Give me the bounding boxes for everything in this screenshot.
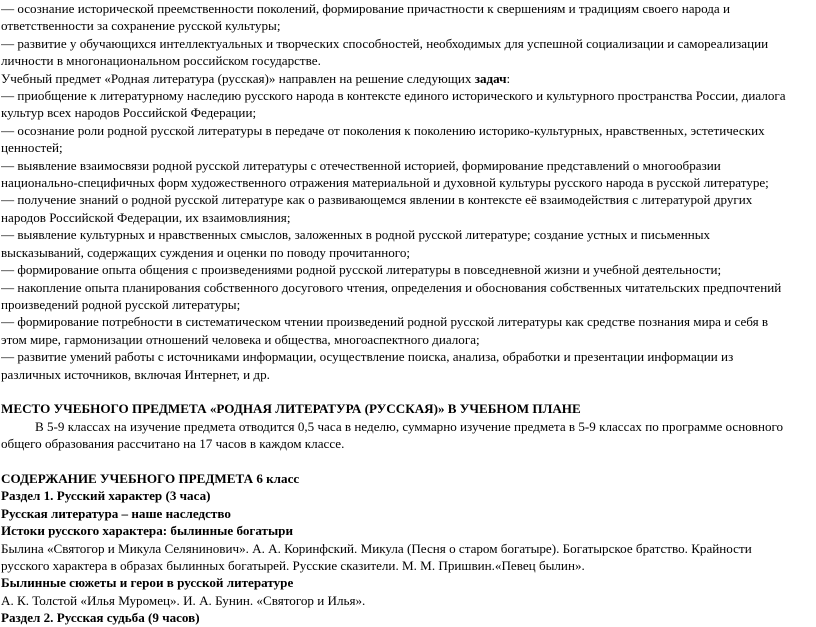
task-line: — осознание роли родной русской литературы в передаче от поколения к поколению историко-культурных, нравственных, эстетических bbox=[1, 122, 765, 138]
task-line: различных источников, включая Интернет, и др. bbox=[1, 366, 270, 382]
list-item-line: личности в многонациональном российском государстве. bbox=[1, 53, 321, 69]
tasks-intro-bold: задач bbox=[474, 70, 507, 86]
task-line: высказываний, содержащих суждения и оценки по поводу прочитанного; bbox=[1, 244, 410, 260]
task-line: произведений родной русской литературы; bbox=[1, 296, 241, 312]
section-heading: Раздел 2. Русская судьба (9 часов) bbox=[1, 610, 200, 626]
subsection-heading: Русская литература – наше наследство bbox=[1, 505, 231, 521]
place-paragraph-line: В 5-9 классах на изучение предмета отводится 0,5 часа в неделю, суммарно изучение предмета в 5-9 классах по программе основного bbox=[35, 418, 784, 434]
task-line: — приобщение к литературному наследию русского народа в контексте единого исторического и культурного пространства России, диалога bbox=[1, 88, 786, 104]
list-item-line: — осознание исторической преемственности поколений, формирование причастности к свершениям и традициям своего народа и bbox=[1, 1, 731, 16]
content-text-line: Былина «Святогор и Микула Селянинович». А. А. Коринфский. Микула (Песня о старом богатыре). Богатырское братство. Крайности bbox=[1, 540, 752, 556]
task-line: — выявление взаимосвязи родной русской литературы с отечественной историей, формирование представлений о многообразии bbox=[1, 157, 721, 173]
tasks-intro-text: Учебный предмет «Родная литература (русская)» направлен на решение следующих bbox=[1, 70, 475, 86]
task-line: народов Российской Федерации, их взаимовлияния; bbox=[1, 209, 291, 225]
subsection-heading: Былинные сюжеты и герои в русской литературе bbox=[1, 575, 294, 591]
task-line: — формирование потребности в систематическом чтении произведений родной русской литературы как средстве познания мира и себя в bbox=[1, 314, 769, 330]
task-line: национально-специфичных форм художественного отражения материальной и духовной культуры русского народа в русской литературе; bbox=[1, 175, 769, 191]
task-line: культур всех народов Российской Федерации; bbox=[1, 105, 257, 121]
list-item-line: — развитие у обучающихся интеллектуальных и творческих способностей, необходимых для успешной социализации и самореализации bbox=[1, 35, 769, 51]
place-paragraph-line: общего образования рассчитано на 17 часов в каждом классе. bbox=[1, 436, 345, 452]
content-heading: СОДЕРЖАНИЕ УЧЕБНОГО ПРЕДМЕТА 6 класс bbox=[1, 470, 300, 486]
task-line: — выявление культурных и нравственных смыслов, заложенных в родной русской литературе; создание устных и письменных bbox=[1, 227, 711, 243]
spacer bbox=[1, 453, 816, 470]
tasks-list bbox=[1, 87, 816, 383]
tasks-intro bbox=[1, 70, 816, 87]
list-item-line: ответственности за сохранение русской культуры; bbox=[1, 18, 281, 34]
goals-list bbox=[1, 0, 816, 70]
task-line: — накопление опыта планирования собственного досугового чтения, определения и обоснования собственных читательских предпочтений bbox=[1, 279, 782, 295]
task-line: ценностей; bbox=[1, 140, 63, 156]
place-heading: МЕСТО УЧЕБНОГО ПРЕДМЕТА «РОДНАЯ ЛИТЕРАТУРА (РУССКАЯ)» В УЧЕБНОМ ПЛАНЕ bbox=[1, 401, 581, 417]
content-text-line: А. К. Толстой «Илья Муромец». И. А. Бунин. «Святогор и Илья». bbox=[1, 592, 366, 608]
task-line: — формирование опыта общения с произведениями родной русской литературы в повседневной жизни и учебной деятельности; bbox=[1, 262, 722, 278]
task-line: — получение знаний о родной русской литературе как о развивающемся явлении в контексте её взаимодействия с литературой других bbox=[1, 192, 753, 208]
subsection-heading: Истоки русского характера: былинные богатыри bbox=[1, 523, 294, 539]
task-line: этом мире, гармонизации отношений человека и общества, многоаспектного диалога; bbox=[1, 331, 480, 347]
task-line: — развитие умений работы с источниками информации, осуществление поиска, анализа, обработки и презентации информации из bbox=[1, 349, 734, 365]
tasks-intro-tail: : bbox=[506, 70, 511, 86]
content-text-line: русского характера в образах былинных богатырей. Русские сказители. М. М. Пришвин.«Певец былин». bbox=[1, 557, 585, 573]
spacer bbox=[1, 383, 816, 400]
section-heading: Раздел 1. Русский характер (3 часа) bbox=[1, 488, 211, 504]
